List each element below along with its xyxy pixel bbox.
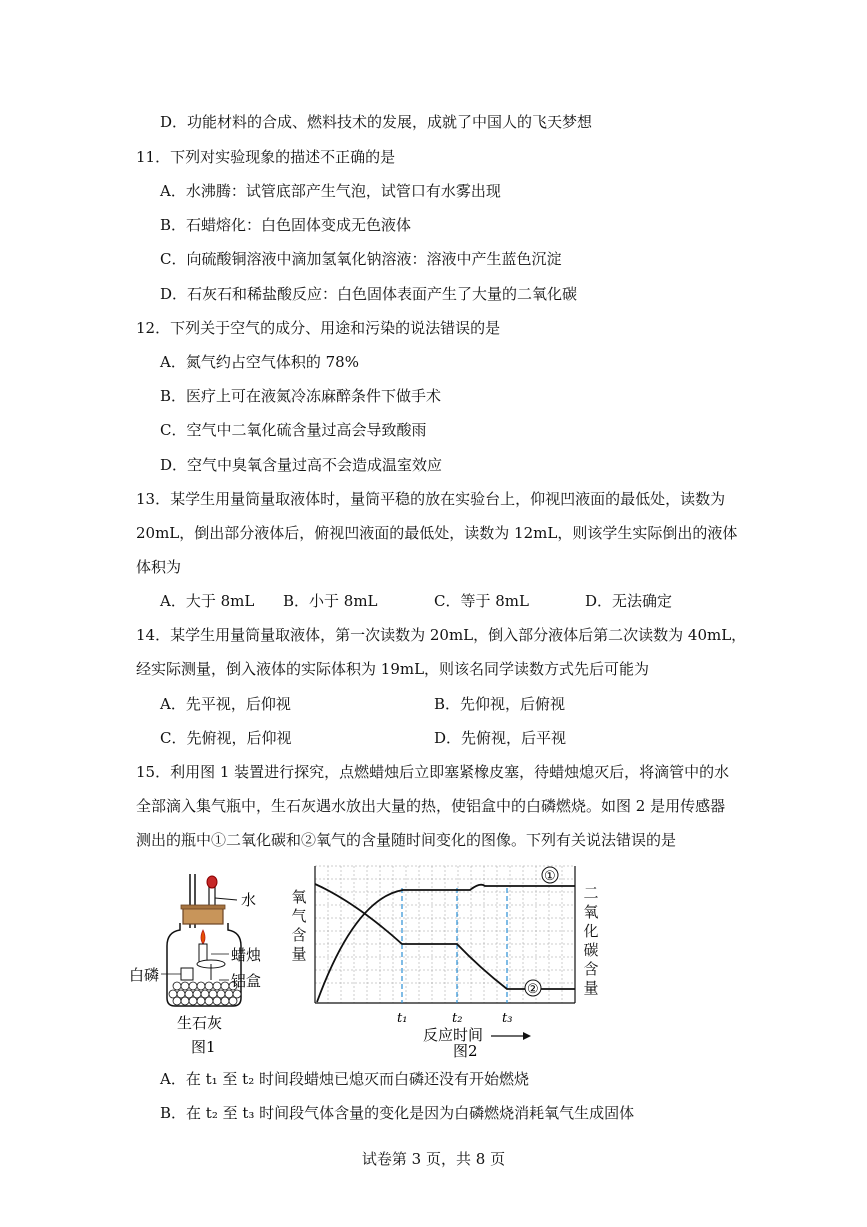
curve-label-2: ② [527, 982, 539, 997]
q15-stem-3: 测出的瓶中①二氧化碳和②氧气的含量随时间变化的图像。下列有关说法错误的是 [136, 831, 677, 849]
t1-label: t₁ [397, 1011, 408, 1026]
q11-option-b: B．石蜡熔化：白色固体变成无色液体 [160, 216, 412, 234]
caption-figure-1: 图1 [191, 1038, 216, 1056]
figure-2-graph [285, 858, 615, 1058]
q10-option-d: D．功能材料的合成、燃料技术的发展，成就了中国人的飞天梦想 [160, 113, 593, 131]
q14-option-a: A．先平视，后仰视 [160, 695, 291, 713]
q12-option-b: B．医疗上可在液氮冷冻麻醉条件下做手术 [160, 387, 442, 405]
q14-option-b: B．先仰视，后俯视 [434, 695, 566, 713]
q11-option-a: A．水沸腾：试管底部产生气泡，试管口有水雾出现 [160, 182, 501, 200]
q15-stem-1: 15．利用图 1 装置进行探究，点燃蜡烛后立即塞紧橡皮塞，待蜡烛熄灭后，将滴管中的水 [136, 763, 730, 781]
q14-option-c: C．先俯视，后仰视 [160, 729, 292, 747]
q12-option-a: A．氮气约占空气体积的 78% [160, 353, 359, 371]
x-axis-label: 反应时间 [423, 1026, 484, 1044]
t3-label: t₃ [502, 1011, 513, 1026]
left-axis-label: 氧 气 含 量 [291, 888, 307, 963]
q15-option-a: A．在 t₁ 至 t₂ 时间段蜡烛已熄灭而白磷还没有开始燃烧 [160, 1070, 529, 1088]
q13-option-d: D．无法确定 [585, 592, 673, 610]
q13-option-c: C．等于 8mL [434, 592, 529, 610]
q15-stem-2: 全部滴入集气瓶中，生石灰遇水放出大量的热，使铝盒中的白磷燃烧。如图 2 是用传感器 [136, 797, 726, 815]
q15-option-b: B．在 t₂ 至 t₃ 时间段气体含量的变化是因为白磷燃烧消耗氧气生成固体 [160, 1104, 635, 1122]
q11-option-d: D．石灰石和稀盐酸反应：白色固体表面产生了大量的二氧化碳 [160, 285, 578, 303]
q12-option-d: D．空气中臭氧含量过高不会造成温室效应 [160, 456, 443, 474]
label-water: 水 [241, 891, 257, 909]
q13-stem-3: 体积为 [136, 558, 182, 576]
right-axis-label: 二 氧 化 碳 含 量 [583, 884, 599, 997]
q13-stem-1: 13．某学生用量筒量取液体时，量筒平稳的放在实验台上，仰视凹液面的最低处，读数为 [136, 490, 726, 508]
q12-stem: 12．下列关于空气的成分、用途和污染的说法错误的是 [136, 319, 501, 337]
q11-stem: 11．下列对实验现象的描述不正确的是 [136, 148, 396, 166]
q13-stem-2: 20mL，倒出部分液体后，俯视凹液面的最低处，读数为 12mL，则该学生实际倒出的液体 [136, 524, 738, 542]
t2-label: t₂ [452, 1011, 463, 1026]
label-white-phosphorus: 白磷 [129, 966, 160, 984]
label-quicklime: 生石灰 [177, 1014, 223, 1032]
q11-option-c: C．向硫酸铜溶液中滴加氢氧化钠溶液：溶液中产生蓝色沉淀 [160, 250, 562, 268]
page-footer: 试卷第 3 页，共 8 页 [361, 1150, 506, 1168]
label-aluminum-box: 铝盒 [231, 972, 262, 990]
caption-figure-2: 图2 [453, 1042, 478, 1058]
q13-option-b: B．小于 8mL [283, 592, 378, 610]
q14-option-d: D．先俯视，后平视 [434, 729, 567, 747]
figure-1-apparatus [125, 868, 285, 1058]
q12-option-c: C．空气中二氧化硫含量过高会导致酸雨 [160, 421, 427, 439]
q14-stem-1: 14．某学生用量筒量取液体，第一次读数为 20mL，倒入部分液体后第二次读数为 40mL， [136, 626, 747, 644]
label-candle: 蜡烛 [231, 946, 262, 964]
q13-option-a: A．大于 8mL [160, 592, 255, 610]
curve-label-1: ① [544, 869, 556, 884]
q14-stem-2: 经实际测量，倒入液体的实际体积为 19mL，则该名同学读数方式先后可能为 [136, 660, 650, 678]
